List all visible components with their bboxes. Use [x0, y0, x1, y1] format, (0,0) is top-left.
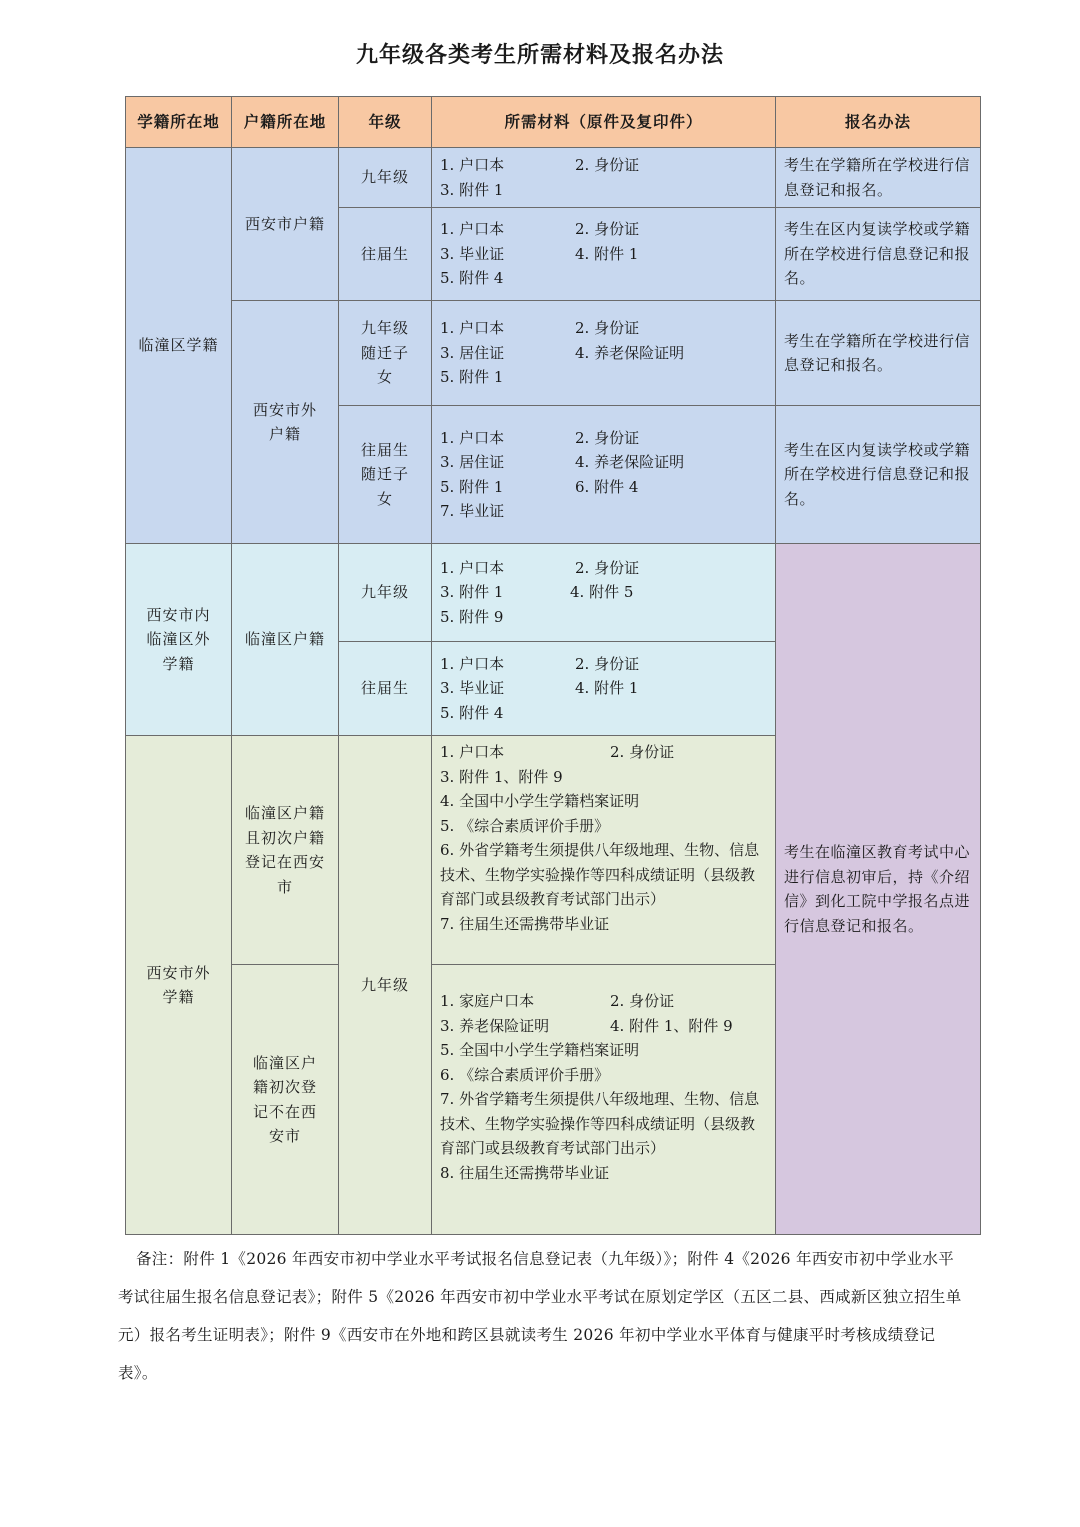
shared-method-cell: 考生在临潼区教育考试中心进行信息初审后，持《介绍信》到化工院中学报名点进行信息登记和报名。 [776, 544, 981, 1235]
grade-cell: 往届生 [339, 208, 432, 301]
materials-cell: 1. 家庭户口本 2. 身份证 3. 养老保险证明 4. 附件 1、附件 9 5. 全国中小学生学籍档案证明 6. 《综合素质评价手册》 7. 外省学籍考生须提供八年级地理、生物、信息技术、生物学实验操作等四科成绩证明（县级教育部门或县级教育考试部门出示） 8. 往届生还需携带毕业证 [432, 965, 776, 1235]
page-title: 九年级各类考生所需材料及报名办法 [355, 43, 724, 68]
school-reg-lintong: 临潼区学籍 [126, 148, 232, 544]
materials-cell: 1. 户口本 2. 身份证 3. 附件 1、附件 9 4. 全国中小学生学籍档案证明 5. 《综合素质评价手册》 6. 外省学籍考生须提供八年级地理、生物、信息技术、生物学实验操作等四科成绩证明（县级教育部门或县级教育考试部门出示） 7. 往届生还需携带毕业证 [432, 736, 776, 965]
table-header-row [126, 97, 981, 148]
table-row [126, 148, 981, 208]
household-lintong: 临潼区户籍 [232, 544, 339, 736]
grade-cell: 九年级随迁子女 [339, 301, 432, 406]
header-school-reg: 学籍所在地 [126, 97, 232, 148]
footnote: 备注：附件 1《2026 年西安市初中学业水平考试报名信息登记表（九年级）》；附件 4《2026 年西安市初中学业水平考试往届生报名信息登记表》；附件 5《2026 年西安市初中学业水平考试在原划定学区（五区二县、西咸新区独立招生单元）报名考生证明表》；附件 9《西安市在外地和跨区县就读考生 2026 年初中学业水平体育与健康平时考核成绩登记表》。 [118, 1250, 962, 1382]
grade-cell: 往届生 [339, 642, 432, 736]
header-method: 报名办法 [776, 97, 981, 148]
household-xian-city: 西安市户籍 [232, 148, 339, 301]
table-row [126, 301, 981, 406]
household-outside-b: 临潼区户籍初次登记不在西安市 [232, 965, 339, 1235]
table-row [126, 544, 981, 642]
header-grade: 年级 [339, 97, 432, 148]
household-outside-a: 临潼区户籍且初次户籍登记在西安市 [232, 736, 339, 965]
materials-cell: 1. 户口本 2. 身份证 3. 毕业证 4. 附件 1 5. 附件 4 [432, 208, 776, 301]
grade-cell: 九年级 [339, 544, 432, 642]
school-reg-outside: 西安市外学籍 [126, 736, 232, 1235]
method-cell: 考生在学籍所在学校进行信息登记和报名。 [776, 301, 981, 406]
method-cell: 考生在学籍所在学校进行信息登记和报名。 [776, 148, 981, 208]
header-materials: 所需材料（原件及复印件） [432, 97, 776, 148]
school-reg-xian-inner: 西安市内临潼区外学籍 [126, 544, 232, 736]
grade-cell: 九年级 [339, 148, 432, 208]
method-cell: 考生在区内复读学校或学籍所在学校进行信息登记和报名。 [776, 406, 981, 544]
requirements-table [125, 96, 981, 1235]
grade-cell: 往届生随迁子女 [339, 406, 432, 544]
materials-cell: 1. 户口本 2. 身份证 3. 附件 1 4. 附件 5 5. 附件 9 [432, 544, 776, 642]
grade-cell: 九年级 [339, 736, 432, 1235]
header-household-reg: 户籍所在地 [232, 97, 339, 148]
method-cell: 考生在区内复读学校或学籍所在学校进行信息登记和报名。 [776, 208, 981, 301]
materials-cell: 1. 户口本 2. 身份证 3. 附件 1 [432, 148, 776, 208]
materials-cell: 1. 户口本 2. 身份证 3. 居住证 4. 养老保险证明 5. 附件 1 6. 附件 4 7. 毕业证 [432, 406, 776, 544]
materials-cell: 1. 户口本 2. 身份证 3. 毕业证 4. 附件 1 5. 附件 4 [432, 642, 776, 736]
materials-cell: 1. 户口本 2. 身份证 3. 居住证 4. 养老保险证明 5. 附件 1 [432, 301, 776, 406]
household-xian-outside: 西安市外户籍 [232, 301, 339, 544]
